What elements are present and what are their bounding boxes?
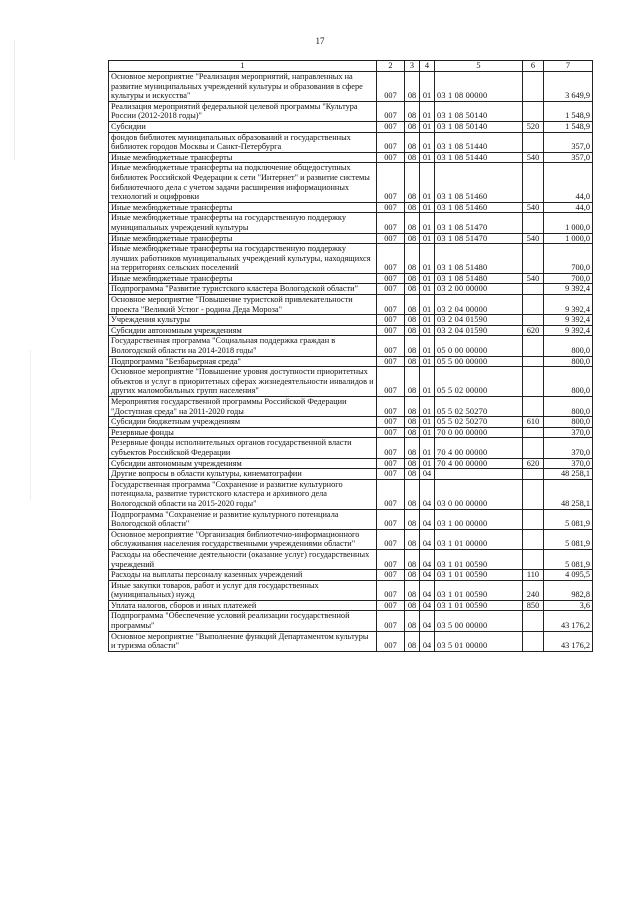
cell-pr: 01 xyxy=(420,213,435,233)
cell-vr xyxy=(523,213,544,233)
cell-sum: 800,0 xyxy=(544,336,593,356)
cell-pr: 01 xyxy=(420,121,435,132)
cell-name: Учреждения культуры xyxy=(109,315,377,326)
table-row xyxy=(109,529,593,549)
cell-vr xyxy=(523,356,544,367)
cell-vr xyxy=(523,284,544,295)
cell-name: Государственная программа "Социальная поддержка граждан в Вологодской области на 2014-2018 годы" xyxy=(109,336,377,356)
table-row xyxy=(109,315,593,326)
cell-rz: 08 xyxy=(405,631,420,651)
cell-sum: 1 548,9 xyxy=(544,101,593,121)
cell-rz: 08 xyxy=(405,438,420,458)
cell-gr: 007 xyxy=(377,273,405,284)
cell-vr xyxy=(523,397,544,417)
cell-pr: 01 xyxy=(420,325,435,336)
cell-rz: 08 xyxy=(405,397,420,417)
table-row xyxy=(109,397,593,417)
cell-gr: 007 xyxy=(377,325,405,336)
cell-sum: 357,0 xyxy=(544,132,593,152)
cell-sum: 370,0 xyxy=(544,438,593,458)
cell-rz: 08 xyxy=(405,213,420,233)
cell-rz: 08 xyxy=(405,469,420,480)
table-row xyxy=(109,121,593,132)
cell-rz: 08 xyxy=(405,529,420,549)
cell-rz: 08 xyxy=(405,121,420,132)
cell-csr: 70 4 00 00000 xyxy=(435,438,523,458)
cell-rz: 08 xyxy=(405,427,420,438)
cell-sum: 1 000,0 xyxy=(544,233,593,244)
cell-vr xyxy=(523,163,544,202)
table-row xyxy=(109,152,593,163)
cell-name: Иные закупки товаров, работ и услуг для государственных (муниципальных) нужд xyxy=(109,580,377,600)
cell-rz: 08 xyxy=(405,202,420,213)
cell-gr: 007 xyxy=(377,152,405,163)
table-row xyxy=(109,336,593,356)
table-row xyxy=(109,427,593,438)
cell-vr: 110 xyxy=(523,570,544,581)
cell-name: Подпрограмма "Сохранение и развитие культурного потенциала Вологодской области" xyxy=(109,509,377,529)
cell-name: Основное мероприятие "Реализация мероприятий, направленных на развитие муниципальных учреждений культуры и образования в сфере культуры и искусства" xyxy=(109,72,377,102)
cell-gr: 007 xyxy=(377,509,405,529)
cell-csr: 03 1 01 00000 xyxy=(435,529,523,549)
cell-gr: 007 xyxy=(377,132,405,152)
cell-vr xyxy=(523,479,544,509)
cell-sum: 982,8 xyxy=(544,580,593,600)
cell-pr: 01 xyxy=(420,458,435,469)
budget-table xyxy=(108,60,593,652)
cell-name: Субсидии автономным учреждениям xyxy=(109,325,377,336)
cell-gr: 007 xyxy=(377,244,405,274)
cell-rz: 08 xyxy=(405,600,420,611)
column-header: 4 xyxy=(420,61,435,72)
table-row xyxy=(109,284,593,295)
cell-gr: 007 xyxy=(377,417,405,428)
cell-pr: 04 xyxy=(420,631,435,651)
cell-csr xyxy=(435,469,523,480)
header-row xyxy=(109,61,593,72)
cell-sum: 700,0 xyxy=(544,244,593,274)
cell-vr xyxy=(523,529,544,549)
column-header: 6 xyxy=(523,61,544,72)
table-row xyxy=(109,549,593,569)
cell-gr: 007 xyxy=(377,101,405,121)
cell-rz: 08 xyxy=(405,295,420,315)
column-header: 2 xyxy=(377,61,405,72)
cell-vr xyxy=(523,549,544,569)
cell-rz: 08 xyxy=(405,336,420,356)
cell-gr: 007 xyxy=(377,570,405,581)
cell-name: Другие вопросы в области культуры, кинематографии xyxy=(109,469,377,480)
cell-vr xyxy=(523,631,544,651)
cell-vr xyxy=(523,367,544,397)
cell-pr: 01 xyxy=(420,427,435,438)
cell-gr: 007 xyxy=(377,631,405,651)
table-row xyxy=(109,509,593,529)
table-row xyxy=(109,600,593,611)
cell-csr: 70 4 00 00000 xyxy=(435,458,523,469)
cell-sum: 48 258,1 xyxy=(544,469,593,480)
cell-sum: 5 081,9 xyxy=(544,549,593,569)
cell-gr: 007 xyxy=(377,72,405,102)
cell-csr: 05 5 02 50270 xyxy=(435,397,523,417)
cell-rz: 08 xyxy=(405,325,420,336)
cell-gr: 007 xyxy=(377,295,405,315)
cell-name: Иные межбюджетные трансферты на подключение общедоступных библиотек Российской Федерации к сети "Интернет" и развитие системы библиотечного дела с учетом задачи расширения информационных технологий и оцифровки xyxy=(109,163,377,202)
cell-pr: 04 xyxy=(420,580,435,600)
cell-csr: 03 2 04 00000 xyxy=(435,295,523,315)
table-row xyxy=(109,244,593,274)
cell-sum: 800,0 xyxy=(544,367,593,397)
cell-rz: 08 xyxy=(405,611,420,631)
cell-pr: 01 xyxy=(420,397,435,417)
cell-csr: 03 1 01 00590 xyxy=(435,549,523,569)
cell-gr: 007 xyxy=(377,479,405,509)
table-row xyxy=(109,611,593,631)
table-row xyxy=(109,325,593,336)
cell-vr xyxy=(523,244,544,274)
scan-artifact xyxy=(30,350,31,500)
cell-name: фондов библиотек муниципальных образований и государственных библиотек городов Москвы и Санкт-Петербурга xyxy=(109,132,377,152)
table-row xyxy=(109,132,593,152)
table-row xyxy=(109,213,593,233)
table-row xyxy=(109,163,593,202)
cell-csr: 03 5 00 00000 xyxy=(435,611,523,631)
table-row xyxy=(109,295,593,315)
cell-gr: 007 xyxy=(377,336,405,356)
scan-artifact xyxy=(14,40,15,160)
cell-name: Иные межбюджетные трансферты xyxy=(109,152,377,163)
cell-pr: 04 xyxy=(420,469,435,480)
cell-csr: 03 0 00 00000 xyxy=(435,479,523,509)
cell-pr: 01 xyxy=(420,132,435,152)
cell-csr: 03 1 08 51460 xyxy=(435,202,523,213)
cell-sum: 5 081,9 xyxy=(544,529,593,549)
cell-pr: 04 xyxy=(420,509,435,529)
cell-pr: 04 xyxy=(420,529,435,549)
cell-rz: 08 xyxy=(405,72,420,102)
cell-sum: 4 095,5 xyxy=(544,570,593,581)
cell-vr xyxy=(523,101,544,121)
cell-sum: 9 392,4 xyxy=(544,284,593,295)
cell-name: Реализация мероприятий федеральной целевой программы "Культура России (2012-2018 годы)" xyxy=(109,101,377,121)
cell-csr: 03 2 00 00000 xyxy=(435,284,523,295)
cell-sum: 48 258,1 xyxy=(544,479,593,509)
cell-gr: 007 xyxy=(377,367,405,397)
cell-csr: 03 1 08 51470 xyxy=(435,233,523,244)
column-header: 3 xyxy=(405,61,420,72)
cell-name: Резервные фонды xyxy=(109,427,377,438)
cell-rz: 08 xyxy=(405,570,420,581)
cell-csr: 03 5 01 00000 xyxy=(435,631,523,651)
cell-csr: 03 1 01 00590 xyxy=(435,570,523,581)
cell-sum: 800,0 xyxy=(544,397,593,417)
cell-sum: 9 392,4 xyxy=(544,295,593,315)
table-row xyxy=(109,469,593,480)
cell-csr: 03 1 08 51480 xyxy=(435,244,523,274)
cell-rz: 08 xyxy=(405,479,420,509)
cell-pr: 01 xyxy=(420,163,435,202)
cell-pr: 01 xyxy=(420,152,435,163)
cell-csr: 03 1 08 51460 xyxy=(435,163,523,202)
cell-csr: 03 1 08 51440 xyxy=(435,152,523,163)
cell-name: Субсидии автономным учреждениям xyxy=(109,458,377,469)
cell-gr: 007 xyxy=(377,529,405,549)
cell-name: Иные межбюджетные трансферты xyxy=(109,202,377,213)
cell-vr xyxy=(523,72,544,102)
cell-sum: 43 176,2 xyxy=(544,611,593,631)
cell-name: Расходы на выплаты персоналу казенных учреждений xyxy=(109,570,377,581)
table-row xyxy=(109,367,593,397)
cell-pr: 01 xyxy=(420,336,435,356)
cell-csr: 03 1 08 51440 xyxy=(435,132,523,152)
table-row xyxy=(109,417,593,428)
cell-vr xyxy=(523,611,544,631)
cell-sum: 44,0 xyxy=(544,202,593,213)
cell-sum: 1 000,0 xyxy=(544,213,593,233)
cell-sum: 43 176,2 xyxy=(544,631,593,651)
cell-rz: 08 xyxy=(405,233,420,244)
cell-gr: 007 xyxy=(377,315,405,326)
cell-rz: 08 xyxy=(405,284,420,295)
cell-name: Подпрограмма "Развитие туристского кластера Вологодской области" xyxy=(109,284,377,295)
cell-name: Основное мероприятие "Организация библиотечно-информационного обслуживания населения государственными учреждениями области" xyxy=(109,529,377,549)
cell-name: Подпрограмма "Безбарьерная среда" xyxy=(109,356,377,367)
cell-rz: 08 xyxy=(405,152,420,163)
cell-gr: 007 xyxy=(377,121,405,132)
table-row xyxy=(109,458,593,469)
cell-vr xyxy=(523,509,544,529)
cell-sum: 357,0 xyxy=(544,152,593,163)
cell-csr: 05 5 02 50270 xyxy=(435,417,523,428)
cell-vr xyxy=(523,295,544,315)
cell-vr: 610 xyxy=(523,417,544,428)
cell-pr: 01 xyxy=(420,101,435,121)
cell-pr: 04 xyxy=(420,570,435,581)
cell-csr: 05 5 00 00000 xyxy=(435,356,523,367)
cell-rz: 08 xyxy=(405,132,420,152)
cell-gr: 007 xyxy=(377,549,405,569)
cell-vr: 540 xyxy=(523,202,544,213)
cell-pr: 01 xyxy=(420,315,435,326)
column-header: 1 xyxy=(109,61,377,72)
table-row xyxy=(109,356,593,367)
cell-csr: 03 1 08 00000 xyxy=(435,72,523,102)
table-row xyxy=(109,570,593,581)
cell-gr: 007 xyxy=(377,202,405,213)
cell-vr xyxy=(523,469,544,480)
cell-pr: 04 xyxy=(420,479,435,509)
cell-name: Резервные фонды исполнительных органов государственной власти субъектов Российской Федерации xyxy=(109,438,377,458)
cell-pr: 01 xyxy=(420,233,435,244)
cell-gr: 007 xyxy=(377,427,405,438)
cell-rz: 08 xyxy=(405,549,420,569)
cell-rz: 08 xyxy=(405,509,420,529)
cell-gr: 007 xyxy=(377,397,405,417)
cell-sum: 5 081,9 xyxy=(544,509,593,529)
cell-csr: 03 1 08 51480 xyxy=(435,273,523,284)
cell-gr: 007 xyxy=(377,356,405,367)
cell-csr: 05 5 02 00000 xyxy=(435,367,523,397)
cell-pr: 04 xyxy=(420,549,435,569)
cell-gr: 007 xyxy=(377,600,405,611)
table-row xyxy=(109,631,593,651)
cell-csr: 03 1 08 51470 xyxy=(435,213,523,233)
cell-pr: 01 xyxy=(420,367,435,397)
cell-sum: 800,0 xyxy=(544,356,593,367)
page-number: 17 xyxy=(315,36,325,46)
cell-pr: 01 xyxy=(420,438,435,458)
cell-pr: 01 xyxy=(420,417,435,428)
cell-name: Уплата налогов, сборов и иных платежей xyxy=(109,600,377,611)
cell-rz: 08 xyxy=(405,580,420,600)
cell-vr xyxy=(523,427,544,438)
cell-pr: 04 xyxy=(420,611,435,631)
cell-rz: 08 xyxy=(405,367,420,397)
cell-sum: 9 392,4 xyxy=(544,315,593,326)
table-row xyxy=(109,233,593,244)
cell-rz: 08 xyxy=(405,273,420,284)
cell-rz: 08 xyxy=(405,417,420,428)
cell-gr: 007 xyxy=(377,284,405,295)
cell-vr: 620 xyxy=(523,458,544,469)
cell-pr: 01 xyxy=(420,356,435,367)
cell-csr: 03 2 04 01590 xyxy=(435,315,523,326)
cell-csr: 03 1 01 00590 xyxy=(435,600,523,611)
cell-sum: 370,0 xyxy=(544,427,593,438)
cell-name: Государственная программа "Сохранение и развитие культурного потенциала, развитие туристского кластера и архивного дела Вологодской области на 2015-2020 годы" xyxy=(109,479,377,509)
cell-name: Субсидии бюджетным учреждениям xyxy=(109,417,377,428)
cell-rz: 08 xyxy=(405,101,420,121)
table-row xyxy=(109,438,593,458)
cell-gr: 007 xyxy=(377,438,405,458)
cell-gr: 007 xyxy=(377,233,405,244)
cell-pr: 01 xyxy=(420,284,435,295)
cell-gr: 007 xyxy=(377,611,405,631)
cell-sum: 700,0 xyxy=(544,273,593,284)
table-row xyxy=(109,72,593,102)
cell-vr xyxy=(523,132,544,152)
cell-pr: 01 xyxy=(420,244,435,274)
cell-vr: 620 xyxy=(523,325,544,336)
cell-rz: 08 xyxy=(405,458,420,469)
cell-sum: 3,6 xyxy=(544,600,593,611)
cell-csr: 03 2 04 01590 xyxy=(435,325,523,336)
cell-name: Мероприятия государственной программы Российской Федерации "Доступная среда" на 2011-2020 годы xyxy=(109,397,377,417)
cell-sum: 800,0 xyxy=(544,417,593,428)
cell-vr: 540 xyxy=(523,152,544,163)
cell-csr: 70 0 00 00000 xyxy=(435,427,523,438)
cell-name: Субсидии xyxy=(109,121,377,132)
cell-vr: 540 xyxy=(523,273,544,284)
cell-rz: 08 xyxy=(405,163,420,202)
cell-name: Иные межбюджетные трансферты на государственную поддержку лучших работников муниципальных учреждений культуры, находящихся на территориях сельских поселений xyxy=(109,244,377,274)
cell-csr: 03 1 08 50140 xyxy=(435,121,523,132)
column-header: 7 xyxy=(544,61,593,72)
cell-name: Подпрограмма "Обеспечение условий реализации государственной программы" xyxy=(109,611,377,631)
cell-rz: 08 xyxy=(405,244,420,274)
cell-name: Расходы на обеспечение деятельности (оказание услуг) государственных учреждений xyxy=(109,549,377,569)
cell-vr xyxy=(523,315,544,326)
cell-name: Иные межбюджетные трансферты xyxy=(109,273,377,284)
column-header: 5 xyxy=(435,61,523,72)
cell-gr: 007 xyxy=(377,580,405,600)
cell-gr: 007 xyxy=(377,213,405,233)
cell-rz: 08 xyxy=(405,315,420,326)
cell-csr: 05 0 00 00000 xyxy=(435,336,523,356)
cell-vr: 850 xyxy=(523,600,544,611)
cell-vr xyxy=(523,336,544,356)
cell-vr: 240 xyxy=(523,580,544,600)
cell-csr: 03 1 00 00000 xyxy=(435,509,523,529)
cell-gr: 007 xyxy=(377,469,405,480)
cell-name: Основное мероприятие "Выполнение функций Департаментом культуры и туризма области" xyxy=(109,631,377,651)
cell-csr: 03 1 01 00590 xyxy=(435,580,523,600)
cell-sum: 1 548,9 xyxy=(544,121,593,132)
cell-pr: 04 xyxy=(420,600,435,611)
cell-rz: 08 xyxy=(405,356,420,367)
cell-sum: 3 649,9 xyxy=(544,72,593,102)
table-row xyxy=(109,479,593,509)
cell-csr: 03 1 08 50140 xyxy=(435,101,523,121)
cell-name: Иные межбюджетные трансферты на государственную поддержку муниципальных учреждений культуры xyxy=(109,213,377,233)
cell-sum: 44,0 xyxy=(544,163,593,202)
table-row xyxy=(109,580,593,600)
cell-sum: 370,0 xyxy=(544,458,593,469)
cell-pr: 01 xyxy=(420,295,435,315)
cell-pr: 01 xyxy=(420,72,435,102)
table-row xyxy=(109,101,593,121)
table-row xyxy=(109,273,593,284)
cell-gr: 007 xyxy=(377,163,405,202)
cell-vr xyxy=(523,438,544,458)
cell-gr: 007 xyxy=(377,458,405,469)
cell-vr: 540 xyxy=(523,233,544,244)
cell-pr: 01 xyxy=(420,202,435,213)
cell-name: Основное мероприятие "Повышение уровня доступности приоритетных объектов и услуг в приоритетных сферах жизнедеятельности инвалидов и других маломобильных групп населения" xyxy=(109,367,377,397)
cell-vr: 520 xyxy=(523,121,544,132)
table-row xyxy=(109,202,593,213)
cell-sum: 9 392,4 xyxy=(544,325,593,336)
cell-pr: 01 xyxy=(420,273,435,284)
cell-name: Основное мероприятие "Повышение туристской привлекательности проекта "Великий Устюг - родина Деда Мороза" xyxy=(109,295,377,315)
cell-name: Иные межбюджетные трансферты xyxy=(109,233,377,244)
